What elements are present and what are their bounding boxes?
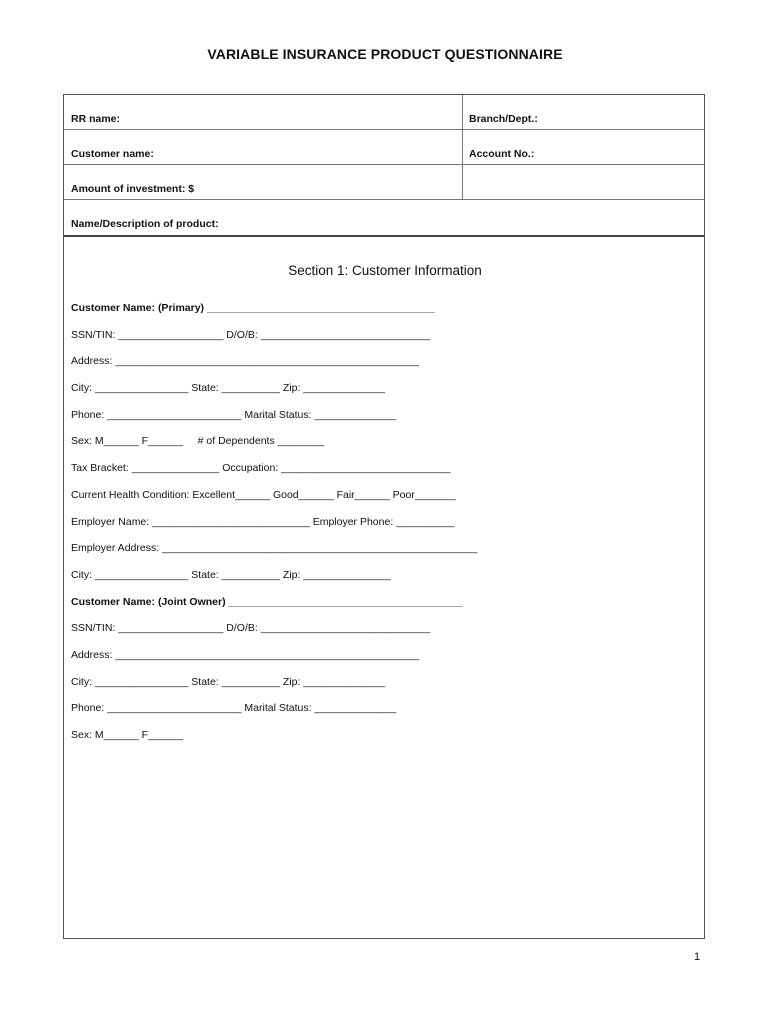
joint-owner-name-line[interactable]: Customer Name: (Joint Owner) ________________________________________ <box>71 595 463 608</box>
header-row-product <box>64 200 704 235</box>
primary-address-line[interactable]: Address: ____________________________________________________ <box>71 355 420 368</box>
primary-sex-dependents-line[interactable]: Sex: M______ F______ # of Dependents ________ <box>71 435 325 448</box>
employer-city-state-zip-line[interactable]: City: ________________ State: __________ Zip: _______________ <box>71 568 391 581</box>
joint-city-state-zip-line[interactable]: City: ________________ State: __________ Zip: ______________ <box>71 675 386 688</box>
customer-name-field[interactable]: Customer name: <box>64 130 463 164</box>
tax-bracket-occupation-line[interactable]: Tax Bracket: _______________ Occupation: _____________________________ <box>71 462 451 475</box>
primary-customer-name-line[interactable]: Customer Name: (Primary) _______________________________________ <box>71 302 435 314</box>
page-number: 1 <box>694 951 701 963</box>
amount-of-investment-field[interactable]: Amount of investment: $ <box>64 165 463 199</box>
header-row-amount <box>64 165 704 200</box>
joint-address-line[interactable]: Address: ____________________________________________________ <box>71 648 420 661</box>
header-row-rr <box>64 95 704 130</box>
health-condition-line[interactable]: Current Health Condition: Excellent______ Good______ Fair______ Poor_______ <box>71 488 456 501</box>
customer-info-lines <box>71 301 477 755</box>
rr-name-field[interactable]: RR name: <box>64 95 463 129</box>
joint-ssn-dob-line[interactable]: SSN/TIN: __________________ D/O/B: _____________________________ <box>71 622 431 635</box>
account-no-field[interactable]: Account No.: <box>469 147 535 160</box>
product-description-field[interactable]: Name/Description of product: <box>71 218 219 230</box>
header-table <box>63 94 705 236</box>
primary-city-state-zip-line[interactable]: City: ________________ State: __________ Zip: ______________ <box>71 382 386 395</box>
section-1-box <box>63 235 705 939</box>
empty-cell <box>463 165 704 199</box>
primary-phone-marital-line[interactable]: Phone: _______________________ Marital Status: ______________ <box>71 408 397 421</box>
document-title: VARIABLE INSURANCE PRODUCT QUESTIONNAIRE <box>207 46 563 62</box>
joint-phone-marital-line[interactable]: Phone: _______________________ Marital Status: ______________ <box>71 702 397 715</box>
joint-sex-line[interactable]: Sex: M______ F______ <box>71 729 184 741</box>
header-row-customer <box>64 130 704 165</box>
branch-dept-field[interactable]: Branch/Dept.: <box>469 112 538 125</box>
employer-name-phone-line[interactable]: Employer Name: ___________________________ Employer Phone: __________ <box>71 515 455 528</box>
section-1-title: Section 1: Customer Information <box>288 263 482 278</box>
primary-ssn-dob-line[interactable]: SSN/TIN: __________________ D/O/B: _____________________________ <box>71 328 431 341</box>
employer-address-line[interactable]: Employer Address: ______________________________________________________ <box>71 542 478 555</box>
